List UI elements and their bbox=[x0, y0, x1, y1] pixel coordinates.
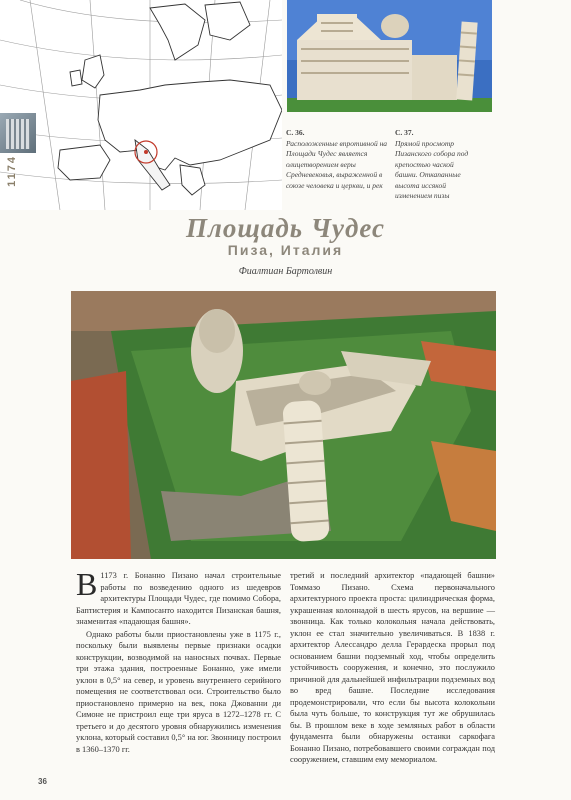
map-graphic bbox=[0, 0, 282, 210]
article-subtitle: Пиза, Италия bbox=[227, 242, 344, 258]
article-column-1 bbox=[76, 566, 281, 756]
paragraph-text: 1173 г. Бонанно Пизано начал строительные работы по возведению одного из шедевров архитектуры Площади Чудес, где помимо Собора, Баптистерия и Кампосанто находится Пизанская башня, знаменитая «падающая башня». bbox=[76, 571, 281, 626]
drop-cap: В bbox=[76, 566, 98, 602]
pisa-marker bbox=[144, 150, 148, 154]
cathedral-photo-graphic bbox=[287, 0, 492, 112]
caption-1 bbox=[286, 128, 390, 191]
article-author: Фиалтиан Бартолвин bbox=[238, 266, 333, 277]
caption-2-number: С. 37. bbox=[395, 128, 414, 137]
side-page-number: 1174 bbox=[6, 155, 18, 187]
caption-1-text: Расположенные впротивной на Площади Чудес является олицетворением веры Средневековья, выраженной в союзе человека и церкви, и рек bbox=[286, 138, 388, 190]
article-title: Площадь Чудес bbox=[186, 213, 385, 243]
aerial-photo bbox=[71, 291, 496, 559]
caption-1-number: С. 36. bbox=[286, 128, 305, 137]
paragraph: Однако работы были приостановлены уже в 1175 г., поскольку были выявлены первые признаки осадки конструкции, возводимой на наносных почвах. Первые три этажа здания, построенные Бонанно, уже имели уклон в 0,5° на север, и уровень внутреннего серийного помещения не соответствовал оси. Строительство было приостановлено примерно на век, пока Джованни ди Симоне не пристроил еще три яруса в 1272–1278 гг. С третьего и до десятого уровня обнаружились изменения уклона, который составил 0,5° на юг. Звонницу построил в 1360–1370 гг. bbox=[76, 629, 281, 754]
thumbnail-image bbox=[0, 113, 36, 153]
article-column-2 bbox=[290, 570, 495, 767]
paragraph bbox=[76, 566, 281, 628]
page-number: 36 bbox=[38, 777, 47, 786]
cathedral-photo bbox=[287, 0, 492, 112]
aerial-photo-graphic bbox=[71, 291, 496, 559]
paragraph: третий и последний архитектор «падающей башни» Томмазо Пизано. Схема первоначального архитектурного проекта проста: цилиндрическая форма, украшенная колоннадой в шесть ярусов, на вершине — звонница. Как только колокольня начала действовать, уклон ее стал значительно увеличиваться. В 1838 г. архитектор Алессандро делла Герардеска прорыл под основанием башни подземный ход, чтобы определить устойчивость сооружения, и конечно, это послужило причиной для дальнейшей инфильтрации подземных вод во вред башне. Последние исследования продемонстрировали, что если бы высота колокольни была чуть больше, то конструкция тут же обрушилась бы. В прошлом веке в ходе земляных работ в области фундамента были обнаружены останки саркофага Бонанно Пизано, потребовавшего своими сограждан под сооружением, ставшим ему мемориалом. bbox=[290, 571, 495, 764]
europe-map bbox=[0, 0, 282, 210]
caption-2 bbox=[395, 128, 475, 202]
caption-2-text: Прямой просмотр Пизанского собора под крепостью чаской башни. Откапанные высота иссякой изменением пизы bbox=[395, 138, 469, 200]
